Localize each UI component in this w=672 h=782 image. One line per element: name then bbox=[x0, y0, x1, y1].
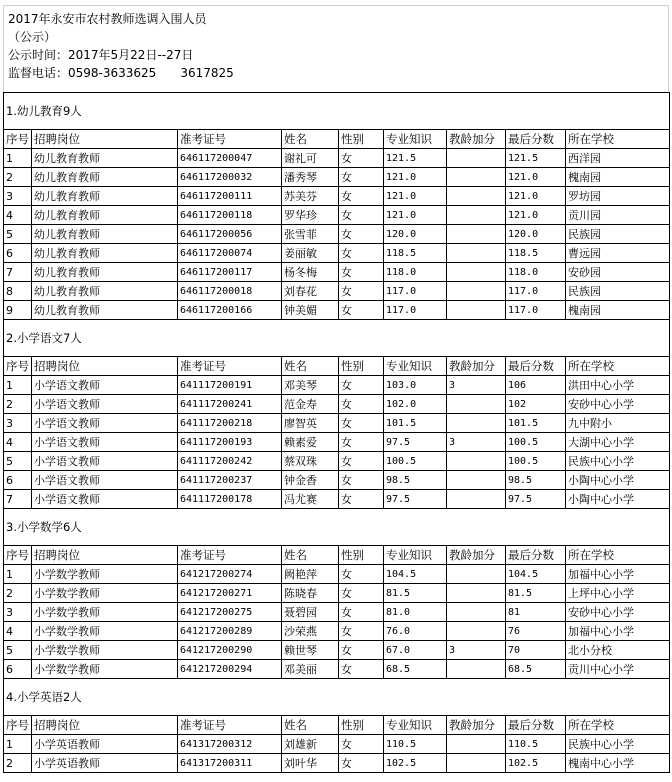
table-cell: 加福中心小学 bbox=[566, 622, 670, 641]
table-cell: 103.0 bbox=[384, 376, 447, 395]
table-cell: 杨冬梅 bbox=[282, 263, 339, 282]
column-header: 教龄加分 bbox=[447, 716, 506, 735]
table-cell: 赖素爱 bbox=[282, 433, 339, 452]
column-header: 招聘岗位 bbox=[32, 546, 178, 565]
table-cell: 幼儿教育教师 bbox=[32, 168, 178, 187]
table-row bbox=[4, 225, 670, 244]
table-cell: 102 bbox=[506, 395, 566, 414]
table-cell: 女 bbox=[339, 187, 384, 206]
table-cell: 3 bbox=[4, 187, 32, 206]
table-cell: 81.0 bbox=[384, 603, 447, 622]
table-row bbox=[4, 660, 670, 679]
table-cell: 118.5 bbox=[506, 244, 566, 263]
table-row bbox=[4, 490, 670, 509]
table-cell: 小学语文教师 bbox=[32, 395, 178, 414]
table-row bbox=[4, 414, 670, 433]
table-cell: 641117200241 bbox=[178, 395, 282, 414]
column-header: 序号 bbox=[4, 357, 32, 376]
table-cell: 谢礼可 bbox=[282, 149, 339, 168]
table-cell: 2 bbox=[4, 168, 32, 187]
table-row bbox=[4, 735, 670, 754]
table-cell bbox=[447, 282, 506, 301]
table-cell: 646117200032 bbox=[178, 168, 282, 187]
table-cell: 女 bbox=[339, 565, 384, 584]
table-cell: 女 bbox=[339, 244, 384, 263]
table-cell: 67.0 bbox=[384, 641, 447, 660]
table-cell: 幼儿教育教师 bbox=[32, 206, 178, 225]
column-header: 专业知识 bbox=[384, 357, 447, 376]
table-cell: 110.5 bbox=[506, 735, 566, 754]
table-row bbox=[4, 395, 670, 414]
column-header: 序号 bbox=[4, 716, 32, 735]
table-cell: 钟美媚 bbox=[282, 301, 339, 320]
table-row bbox=[4, 263, 670, 282]
table-cell bbox=[447, 735, 506, 754]
table-cell: 小学语文教师 bbox=[32, 433, 178, 452]
table-cell bbox=[447, 149, 506, 168]
table-cell: 4 bbox=[4, 206, 32, 225]
column-header: 最后分数 bbox=[506, 716, 566, 735]
table-cell: 104.5 bbox=[384, 565, 447, 584]
announcement-sheet bbox=[3, 5, 669, 773]
table-cell: 槐南园 bbox=[566, 301, 670, 320]
table-cell: 68.5 bbox=[384, 660, 447, 679]
table-cell: 廖智英 bbox=[282, 414, 339, 433]
table-cell: 5 bbox=[4, 641, 32, 660]
table-cell: 上坪中心小学 bbox=[566, 584, 670, 603]
table-cell: 117.0 bbox=[384, 282, 447, 301]
column-header: 所在学校 bbox=[566, 546, 670, 565]
table-cell bbox=[447, 206, 506, 225]
announcement-time: 公示时间：2017年5月22日--27日 bbox=[8, 48, 194, 62]
table-row bbox=[4, 282, 670, 301]
table-cell: 1 bbox=[4, 149, 32, 168]
table-cell: 幼儿教育教师 bbox=[32, 263, 178, 282]
table-cell: 沙荣燕 bbox=[282, 622, 339, 641]
table-cell: 9 bbox=[4, 301, 32, 320]
table-cell bbox=[447, 395, 506, 414]
table-row bbox=[4, 565, 670, 584]
table-row bbox=[4, 641, 670, 660]
table-cell: 5 bbox=[4, 452, 32, 471]
table-cell: 7 bbox=[4, 490, 32, 509]
table-cell bbox=[447, 471, 506, 490]
table-cell: 邓美琴 bbox=[282, 376, 339, 395]
table-cell: 110.5 bbox=[384, 735, 447, 754]
table-cell: 女 bbox=[339, 433, 384, 452]
column-header: 所在学校 bbox=[566, 130, 670, 149]
table-cell: 苏美芬 bbox=[282, 187, 339, 206]
table-cell bbox=[447, 754, 506, 773]
table-row bbox=[4, 584, 670, 603]
table-cell: 6 bbox=[4, 244, 32, 263]
column-header: 准考证号 bbox=[178, 716, 282, 735]
table-cell: 121.5 bbox=[506, 149, 566, 168]
table-cell: 3 bbox=[4, 414, 32, 433]
column-header: 性别 bbox=[339, 357, 384, 376]
table-cell: 女 bbox=[339, 225, 384, 244]
table-cell: 九中附小 bbox=[566, 414, 670, 433]
table-cell: 76.0 bbox=[384, 622, 447, 641]
table-cell: 大湖中心小学 bbox=[566, 433, 670, 452]
table-cell: 2 bbox=[4, 584, 32, 603]
table-cell: 81.5 bbox=[506, 584, 566, 603]
table-cell: 646117200166 bbox=[178, 301, 282, 320]
column-header: 专业知识 bbox=[384, 716, 447, 735]
table-cell: 赖世琴 bbox=[282, 641, 339, 660]
table-cell: 安砂中心小学 bbox=[566, 395, 670, 414]
table-cell: 641317200312 bbox=[178, 735, 282, 754]
table-cell: 106 bbox=[506, 376, 566, 395]
table-cell bbox=[447, 452, 506, 471]
table-cell: 68.5 bbox=[506, 660, 566, 679]
section-title: 4.小学英语2人 bbox=[4, 679, 670, 716]
column-header: 招聘岗位 bbox=[32, 130, 178, 149]
table-cell: 3 bbox=[4, 603, 32, 622]
table-cell: 幼儿教育教师 bbox=[32, 244, 178, 263]
table-cell: 646117200056 bbox=[178, 225, 282, 244]
table-cell: 102.5 bbox=[384, 754, 447, 773]
table-cell: 117.0 bbox=[506, 282, 566, 301]
table-cell: 女 bbox=[339, 206, 384, 225]
table-cell: 6 bbox=[4, 471, 32, 490]
table-cell: 98.5 bbox=[384, 471, 447, 490]
table-cell: 646117200118 bbox=[178, 206, 282, 225]
table-cell: 100.5 bbox=[506, 452, 566, 471]
column-header: 专业知识 bbox=[384, 130, 447, 149]
table-cell: 646117200047 bbox=[178, 149, 282, 168]
table-cell: 100.5 bbox=[506, 433, 566, 452]
table-cell: 罗坊园 bbox=[566, 187, 670, 206]
table-cell: 女 bbox=[339, 603, 384, 622]
table-cell: 97.5 bbox=[384, 490, 447, 509]
table-cell bbox=[447, 565, 506, 584]
table-cell: 小学语文教师 bbox=[32, 414, 178, 433]
table-row bbox=[4, 168, 670, 187]
table-cell: 北小分校 bbox=[566, 641, 670, 660]
table-cell: 曹远园 bbox=[566, 244, 670, 263]
table-cell: 641217200271 bbox=[178, 584, 282, 603]
table-cell: 102.5 bbox=[506, 754, 566, 773]
table-cell: 民族园 bbox=[566, 282, 670, 301]
table-cell: 刘春花 bbox=[282, 282, 339, 301]
table-cell: 小学语文教师 bbox=[32, 471, 178, 490]
column-header: 招聘岗位 bbox=[32, 357, 178, 376]
table-cell: 幼儿教育教师 bbox=[32, 187, 178, 206]
column-header-row bbox=[4, 546, 670, 565]
table-cell bbox=[447, 244, 506, 263]
table-cell: 安砂园 bbox=[566, 263, 670, 282]
column-header-row bbox=[4, 716, 670, 735]
column-header: 专业知识 bbox=[384, 546, 447, 565]
table-cell: 102.0 bbox=[384, 395, 447, 414]
table-cell: 3 bbox=[447, 641, 506, 660]
table-cell: 1 bbox=[4, 735, 32, 754]
column-header: 准考证号 bbox=[178, 546, 282, 565]
table-cell: 小学数学教师 bbox=[32, 584, 178, 603]
column-header: 最后分数 bbox=[506, 357, 566, 376]
table-cell: 4 bbox=[4, 433, 32, 452]
table-cell: 121.0 bbox=[506, 187, 566, 206]
table-cell: 女 bbox=[339, 395, 384, 414]
table-cell: 641217200289 bbox=[178, 622, 282, 641]
table-cell: 76 bbox=[506, 622, 566, 641]
table-cell bbox=[447, 584, 506, 603]
table-cell: 121.0 bbox=[384, 168, 447, 187]
table-cell: 121.0 bbox=[384, 187, 447, 206]
table-cell bbox=[447, 603, 506, 622]
table-cell: 刘叶华 bbox=[282, 754, 339, 773]
table-row bbox=[4, 433, 670, 452]
table-cell: 5 bbox=[4, 225, 32, 244]
table-cell: 117.0 bbox=[384, 301, 447, 320]
table-cell: 646117200018 bbox=[178, 282, 282, 301]
table-cell: 阙艳萍 bbox=[282, 565, 339, 584]
table-cell: 小学英语教师 bbox=[32, 754, 178, 773]
table-cell: 小学数学教师 bbox=[32, 641, 178, 660]
table-cell: 121.0 bbox=[506, 168, 566, 187]
column-header: 姓名 bbox=[282, 716, 339, 735]
table-row bbox=[4, 187, 670, 206]
table-cell: 118.5 bbox=[384, 244, 447, 263]
table-cell: 幼儿教育教师 bbox=[32, 149, 178, 168]
table-row bbox=[4, 603, 670, 622]
table-cell: 7 bbox=[4, 263, 32, 282]
table-cell: 3 bbox=[447, 433, 506, 452]
table-cell: 646117200074 bbox=[178, 244, 282, 263]
candidates-table bbox=[3, 92, 670, 773]
table-cell: 2 bbox=[4, 754, 32, 773]
table-cell: 小陶中心小学 bbox=[566, 471, 670, 490]
column-header: 教龄加分 bbox=[447, 357, 506, 376]
table-cell: 小学数学教师 bbox=[32, 660, 178, 679]
column-header-row bbox=[4, 130, 670, 149]
table-cell: 101.5 bbox=[384, 414, 447, 433]
table-cell: 西洋园 bbox=[566, 149, 670, 168]
table-cell: 女 bbox=[339, 168, 384, 187]
table-cell: 641117200193 bbox=[178, 433, 282, 452]
table-cell bbox=[447, 414, 506, 433]
table-row bbox=[4, 471, 670, 490]
section-title-row bbox=[4, 93, 670, 130]
section-title-row bbox=[4, 679, 670, 716]
table-row bbox=[4, 301, 670, 320]
table-cell: 邓美丽 bbox=[282, 660, 339, 679]
table-cell: 641117200242 bbox=[178, 452, 282, 471]
column-header: 所在学校 bbox=[566, 716, 670, 735]
table-row bbox=[4, 206, 670, 225]
table-cell bbox=[447, 187, 506, 206]
table-cell: 641117200218 bbox=[178, 414, 282, 433]
table-cell: 民族园 bbox=[566, 225, 670, 244]
table-cell: 女 bbox=[339, 376, 384, 395]
table-cell: 女 bbox=[339, 584, 384, 603]
column-header: 教龄加分 bbox=[447, 546, 506, 565]
table-cell: 幼儿教育教师 bbox=[32, 282, 178, 301]
column-header: 姓名 bbox=[282, 357, 339, 376]
table-cell: 4 bbox=[4, 622, 32, 641]
table-cell: 小陶中心小学 bbox=[566, 490, 670, 509]
table-cell: 槐南中心小学 bbox=[566, 754, 670, 773]
table-cell: 女 bbox=[339, 490, 384, 509]
table-cell: 女 bbox=[339, 641, 384, 660]
section-title: 3.小学数学6人 bbox=[4, 509, 670, 546]
column-header: 姓名 bbox=[282, 546, 339, 565]
column-header: 姓名 bbox=[282, 130, 339, 149]
table-cell: 小学语文教师 bbox=[32, 490, 178, 509]
column-header: 所在学校 bbox=[566, 357, 670, 376]
table-cell: 女 bbox=[339, 414, 384, 433]
table-cell: 118.0 bbox=[384, 263, 447, 282]
table-cell: 641117200191 bbox=[178, 376, 282, 395]
table-cell: 罗华珍 bbox=[282, 206, 339, 225]
table-cell: 女 bbox=[339, 622, 384, 641]
table-row bbox=[4, 149, 670, 168]
table-cell: 姜丽敏 bbox=[282, 244, 339, 263]
table-cell: 女 bbox=[339, 263, 384, 282]
table-cell: 洪田中心小学 bbox=[566, 376, 670, 395]
table-cell: 81.5 bbox=[384, 584, 447, 603]
table-cell bbox=[447, 168, 506, 187]
table-cell: 100.5 bbox=[384, 452, 447, 471]
table-cell: 97.5 bbox=[384, 433, 447, 452]
table-cell: 81 bbox=[506, 603, 566, 622]
section-title-row bbox=[4, 320, 670, 357]
table-cell: 小学语文教师 bbox=[32, 452, 178, 471]
table-cell: 钟金香 bbox=[282, 471, 339, 490]
column-header: 最后分数 bbox=[506, 130, 566, 149]
table-cell: 1 bbox=[4, 376, 32, 395]
table-cell bbox=[447, 490, 506, 509]
table-cell: 70 bbox=[506, 641, 566, 660]
announcement-subtitle: （公示） bbox=[8, 30, 57, 44]
table-cell: 121.0 bbox=[506, 206, 566, 225]
table-cell: 8 bbox=[4, 282, 32, 301]
table-cell: 118.0 bbox=[506, 263, 566, 282]
table-cell: 641217200290 bbox=[178, 641, 282, 660]
table-cell bbox=[447, 301, 506, 320]
column-header: 性别 bbox=[339, 130, 384, 149]
section-title-row bbox=[4, 509, 670, 546]
table-cell: 冯尤赛 bbox=[282, 490, 339, 509]
table-cell: 女 bbox=[339, 301, 384, 320]
table-cell: 小学语文教师 bbox=[32, 376, 178, 395]
table-cell: 646117200117 bbox=[178, 263, 282, 282]
table-cell: 贡川园 bbox=[566, 206, 670, 225]
table-cell: 121.5 bbox=[384, 149, 447, 168]
announcement-header bbox=[3, 5, 669, 92]
table-cell: 女 bbox=[339, 660, 384, 679]
column-header: 准考证号 bbox=[178, 357, 282, 376]
table-cell: 潘秀琴 bbox=[282, 168, 339, 187]
table-cell: 6 bbox=[4, 660, 32, 679]
table-cell: 97.5 bbox=[506, 490, 566, 509]
column-header: 性别 bbox=[339, 716, 384, 735]
table-cell: 121.0 bbox=[384, 206, 447, 225]
table-cell: 蔡双珠 bbox=[282, 452, 339, 471]
table-cell: 幼儿教育教师 bbox=[32, 301, 178, 320]
table-cell: 幼儿教育教师 bbox=[32, 225, 178, 244]
table-cell: 120.0 bbox=[506, 225, 566, 244]
table-cell: 小学数学教师 bbox=[32, 565, 178, 584]
table-cell: 贡川中心小学 bbox=[566, 660, 670, 679]
table-cell: 民族中心小学 bbox=[566, 735, 670, 754]
table-row bbox=[4, 244, 670, 263]
table-row bbox=[4, 452, 670, 471]
table-cell: 小学数学教师 bbox=[32, 622, 178, 641]
table-cell: 641217200274 bbox=[178, 565, 282, 584]
table-cell: 641117200237 bbox=[178, 471, 282, 490]
table-cell: 加福中心小学 bbox=[566, 565, 670, 584]
column-header: 招聘岗位 bbox=[32, 716, 178, 735]
table-cell bbox=[447, 225, 506, 244]
column-header-row bbox=[4, 357, 670, 376]
table-cell: 小学数学教师 bbox=[32, 603, 178, 622]
table-cell: 117.0 bbox=[506, 301, 566, 320]
supervision-phone: 监督电话：0598-3633625 3617825 bbox=[8, 66, 234, 80]
column-header: 教龄加分 bbox=[447, 130, 506, 149]
table-cell bbox=[447, 660, 506, 679]
table-cell: 641117200178 bbox=[178, 490, 282, 509]
table-cell: 641217200294 bbox=[178, 660, 282, 679]
table-cell: 98.5 bbox=[506, 471, 566, 490]
table-row bbox=[4, 754, 670, 773]
table-cell: 2 bbox=[4, 395, 32, 414]
table-cell: 女 bbox=[339, 735, 384, 754]
announcement-title: 2017年永安市农村教师选调入围人员 bbox=[8, 12, 207, 26]
table-cell: 646117200111 bbox=[178, 187, 282, 206]
section-title: 2.小学语文7人 bbox=[4, 320, 670, 357]
table-cell: 女 bbox=[339, 282, 384, 301]
table-cell: 聂碧园 bbox=[282, 603, 339, 622]
table-cell: 刘雄新 bbox=[282, 735, 339, 754]
table-cell bbox=[447, 622, 506, 641]
table-cell: 641217200275 bbox=[178, 603, 282, 622]
table-cell: 3 bbox=[447, 376, 506, 395]
table-cell bbox=[447, 263, 506, 282]
table-cell: 女 bbox=[339, 452, 384, 471]
column-header: 序号 bbox=[4, 546, 32, 565]
table-cell: 1 bbox=[4, 565, 32, 584]
column-header: 准考证号 bbox=[178, 130, 282, 149]
column-header: 最后分数 bbox=[506, 546, 566, 565]
table-row bbox=[4, 622, 670, 641]
table-cell: 641317200311 bbox=[178, 754, 282, 773]
table-cell: 104.5 bbox=[506, 565, 566, 584]
table-cell: 女 bbox=[339, 471, 384, 490]
column-header: 性别 bbox=[339, 546, 384, 565]
table-cell: 女 bbox=[339, 149, 384, 168]
section-title: 1.幼儿教育9人 bbox=[4, 93, 670, 130]
table-cell: 安砂中心小学 bbox=[566, 603, 670, 622]
candidates-table-body bbox=[4, 93, 670, 773]
table-cell: 女 bbox=[339, 754, 384, 773]
table-row bbox=[4, 376, 670, 395]
table-cell: 槐南园 bbox=[566, 168, 670, 187]
table-cell: 民族中心小学 bbox=[566, 452, 670, 471]
column-header: 序号 bbox=[4, 130, 32, 149]
table-cell: 张雪菲 bbox=[282, 225, 339, 244]
table-cell: 陈晓春 bbox=[282, 584, 339, 603]
table-cell: 101.5 bbox=[506, 414, 566, 433]
table-cell: 120.0 bbox=[384, 225, 447, 244]
table-cell: 范金寿 bbox=[282, 395, 339, 414]
table-cell: 小学英语教师 bbox=[32, 735, 178, 754]
